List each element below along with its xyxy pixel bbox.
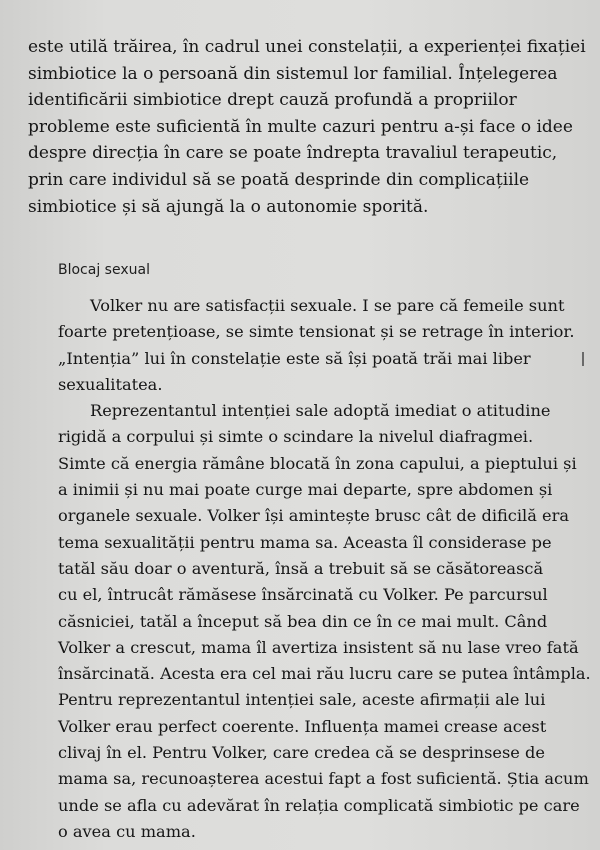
text-line: despre direcția în care se poate îndrepta travaliul terapeutic, <box>28 143 558 164</box>
text-line: Reprezentantul intenției sale adoptă imediat o atitudine <box>90 401 551 421</box>
text-line: rigidă a corpului și simte o scindare la nivelul diafragmei. <box>58 427 534 447</box>
text-line: „Intenția” lui în constelație este să își poată trăi mai liber <box>58 348 531 368</box>
text-line: însărcinată. Acesta era cel mai rău lucru care se putea întâmpla. <box>58 664 591 684</box>
text-line: organele sexuale. Volker își amintește brusc cât de dificilă era <box>58 506 569 526</box>
text-line: Simte că energia rămâne blocată în zona capului, a pieptului și <box>58 453 577 473</box>
text-line: Volker a crescut, mama îl avertiza insistent să nu lase vreo fată <box>58 637 579 657</box>
intro-paragraph <box>28 34 584 220</box>
text-line: probleme este suficientă în multe cazuri pentru a-și face o idee <box>28 116 573 137</box>
text-line: o avea cu mama. <box>58 821 196 841</box>
text-line: prin care individul să se poată desprinde din complicațiile <box>28 169 530 190</box>
text-line: unde se afla cu adevărat în relația complicată simbiotic pe care <box>58 795 580 815</box>
text-line: simbiotice și să ajungă la o autonomie sporită. <box>28 196 429 217</box>
text-line: Pentru reprezentantul intenției sale, aceste afirmații ale lui <box>58 690 546 710</box>
text-line: tatăl său doar o aventură, însă a trebuit să se căsătorească <box>58 558 544 578</box>
text-line: simbiotice la o persoană din sistemul lor familial. Înțelegerea <box>28 63 558 84</box>
section-heading: Blocaj sexual <box>58 262 150 278</box>
section-body <box>58 293 591 845</box>
text-line: căsniciei, tatăl a început să bea din ce în ce mai mult. Când <box>58 611 548 631</box>
text-line: sexualitatea. <box>58 374 163 394</box>
text-line: Volker erau perfect coerente. Influența mamei crease acest <box>58 716 547 736</box>
text-line: foarte pretențioase, se simte tensionat și se retrage în interior. <box>58 322 575 342</box>
text-line: clivaj în el. Pentru Volker, care credea că se desprinsese de <box>58 743 545 763</box>
text-line: tema sexualității pentru mama sa. Aceasta îl considerase pe <box>58 532 552 552</box>
margin-mark <box>582 352 584 366</box>
text-line: a inimii și nu mai poate curge mai departe, spre abdomen și <box>58 480 553 500</box>
text-line: Volker nu are satisfacții sexuale. I se pare că femeile sunt <box>90 296 565 315</box>
text-line: cu el, întrucât rămăsese însărcinată cu Volker. Pe parcursul <box>58 585 548 605</box>
text-line: este utilă trăirea, în cadrul unei constelații, a experienței fixației <box>28 37 586 57</box>
text-line: identificării simbiotice drept cauză profundă a propriilor <box>28 90 517 111</box>
text-line: mama sa, recunoașterea acestui fapt a fost suficientă. Știa acum <box>58 769 589 789</box>
